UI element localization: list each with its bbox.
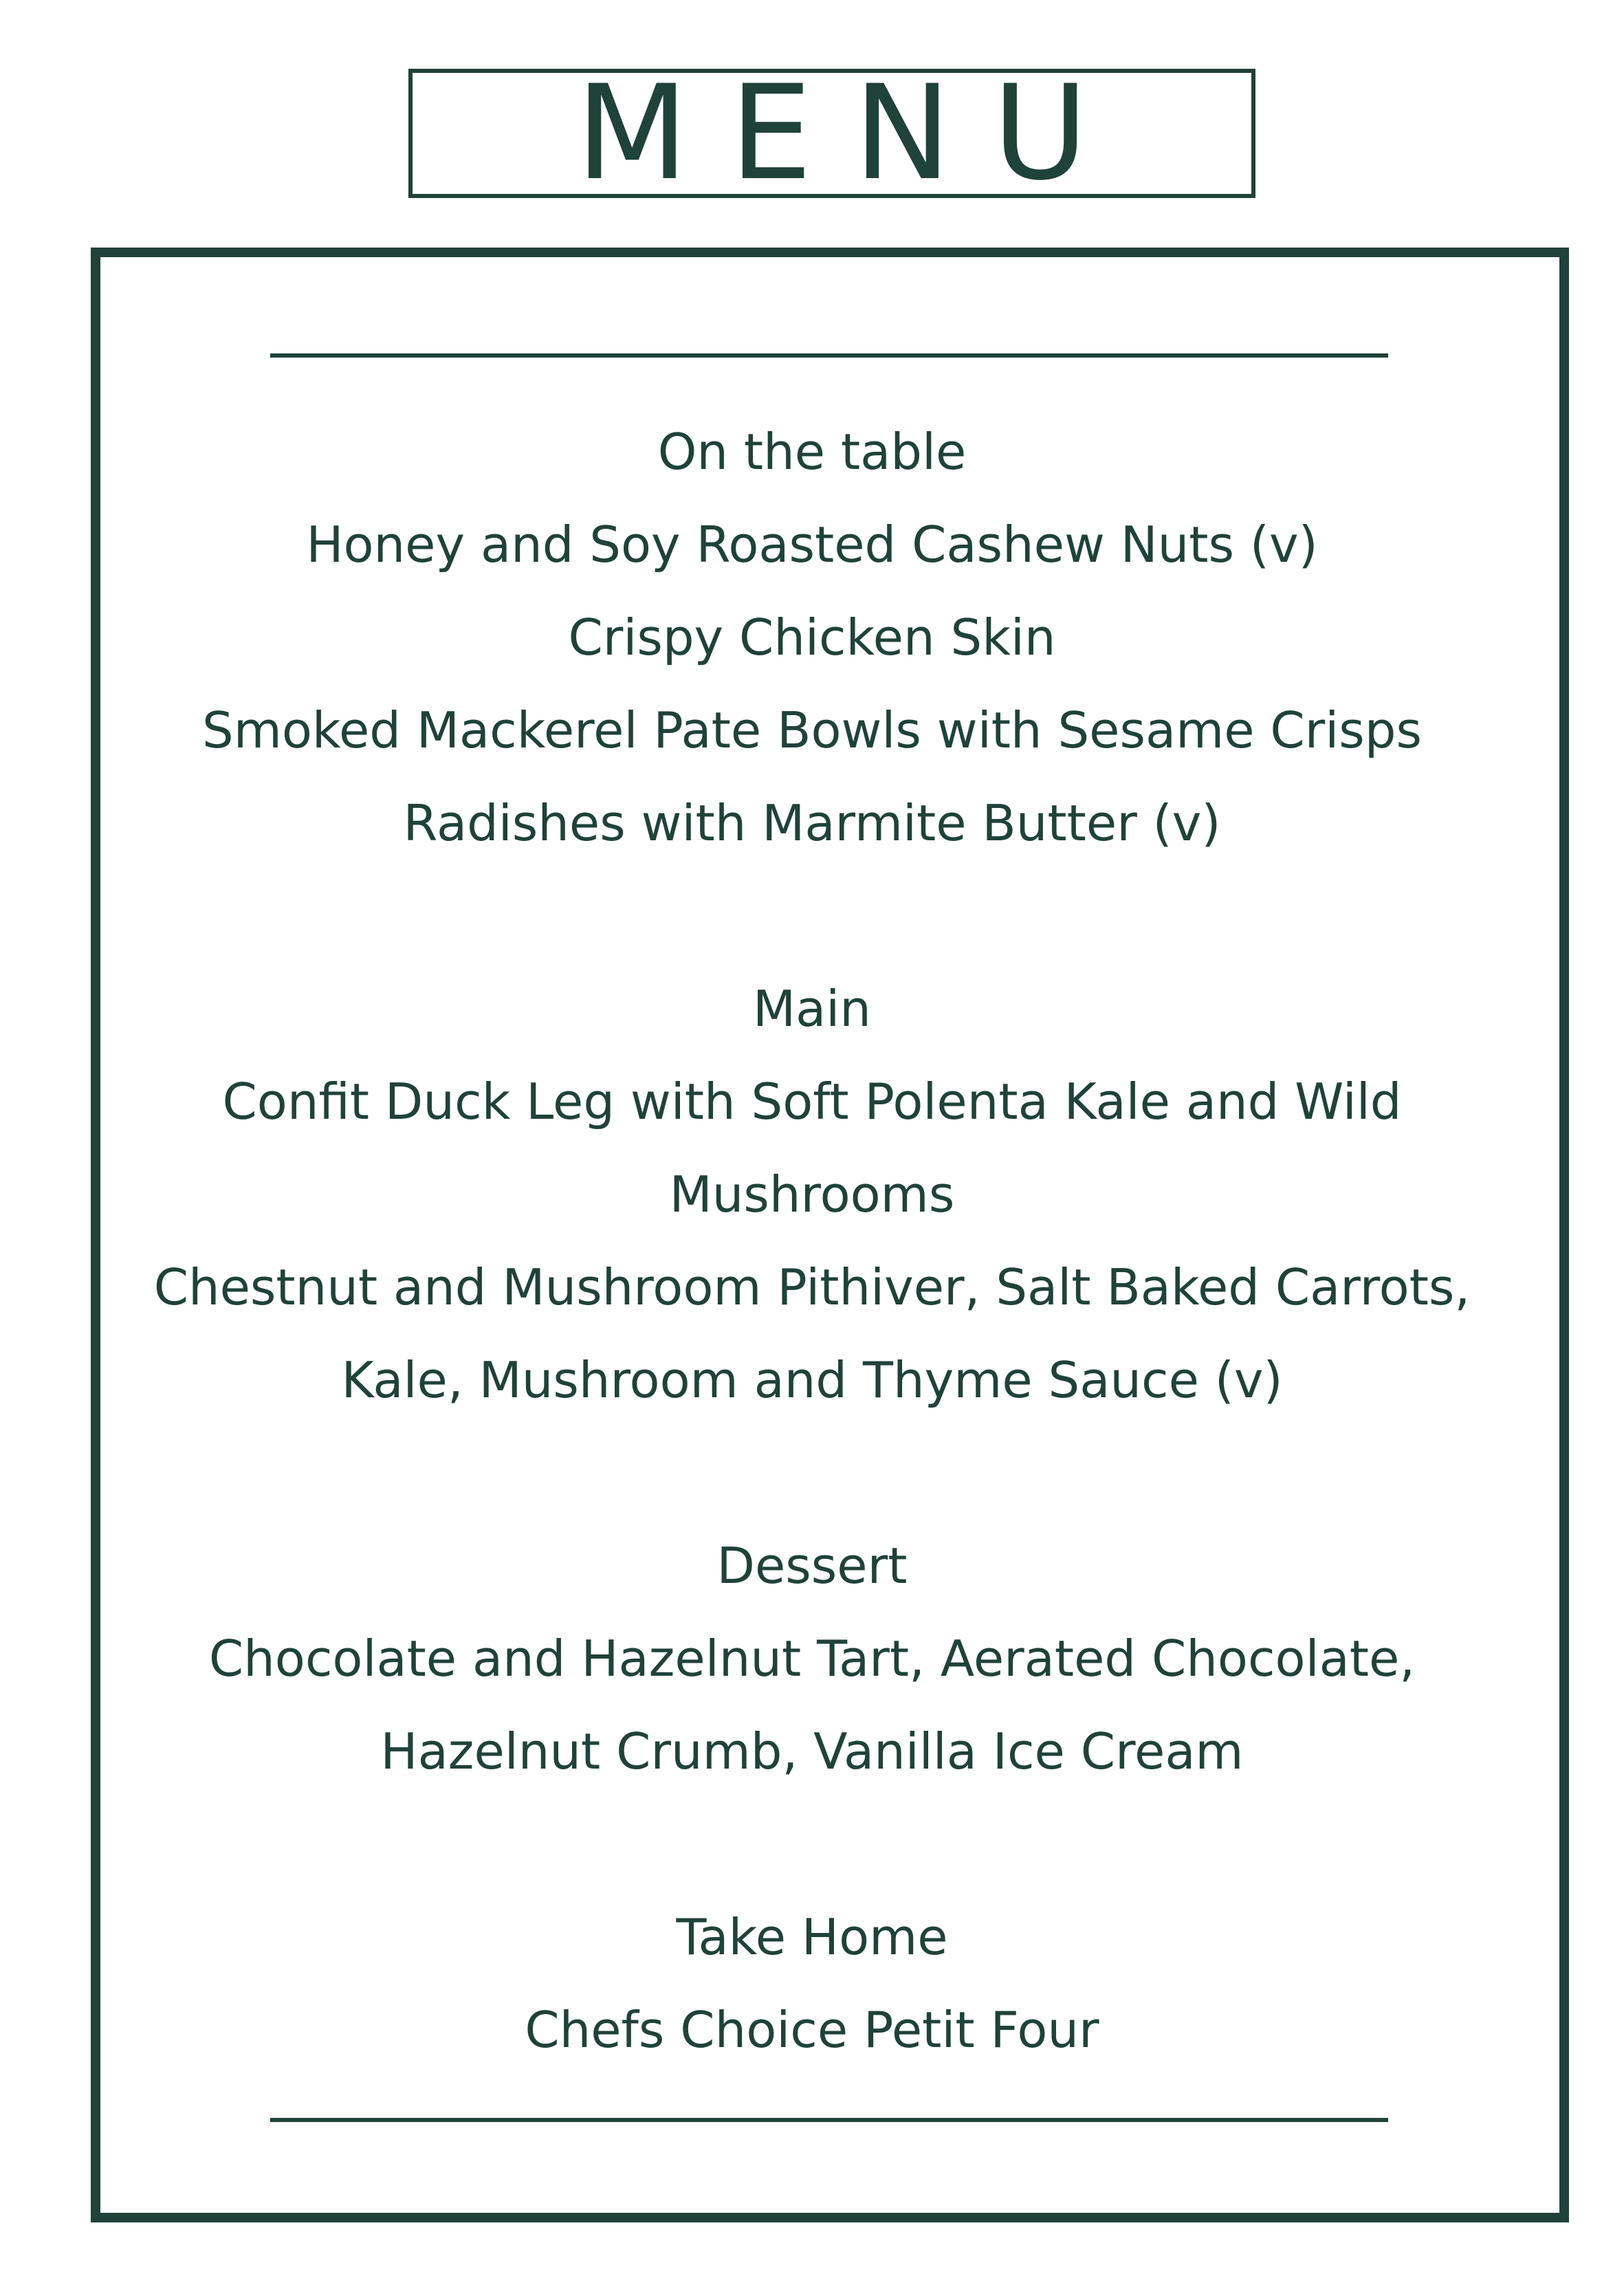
menu-item: Crispy Chicken Skin	[568, 609, 1056, 666]
menu-item: Hazelnut Crumb, Vanilla Ice Cream	[380, 1723, 1244, 1780]
section-heading-take-home: Take Home	[676, 1908, 948, 1966]
menu-item: Radishes with Marmite Butter (v)	[403, 794, 1221, 852]
top-divider	[270, 353, 1388, 358]
menu-title-box	[408, 57, 1255, 209]
menu-item: Chefs Choice Petit Four	[525, 2001, 1099, 2059]
section-heading-dessert: Dessert	[716, 1537, 908, 1595]
menu-item: Confit Duck Leg with Soft Polenta Kale and Wild	[222, 1073, 1402, 1130]
section-gap	[103, 1798, 1521, 1891]
menu-item: Mushrooms	[669, 1166, 955, 1223]
menu-item: Chestnut and Mushroom Pithiver, Salt Baked Carrots,	[153, 1258, 1471, 1316]
section-gap	[103, 870, 1521, 963]
bottom-divider	[270, 2118, 1388, 2122]
section-heading-on-the-table: On the table	[657, 423, 967, 481]
section-gap	[103, 1427, 1521, 1520]
menu-item: Kale, Mushroom and Thyme Sauce (v)	[341, 1351, 1283, 1409]
menu-item: Honey and Soy Roasted Cashew Nuts (v)	[306, 516, 1318, 573]
menu-item: Smoked Mackerel Pate Bowls with Sesame Crisps	[201, 701, 1423, 759]
menu-content	[103, 406, 1521, 2077]
menu-title: MENU	[575, 57, 1130, 209]
section-heading-main: Main	[753, 980, 871, 1038]
menu-item: Chocolate and Hazelnut Tart, Aerated Chocolate,	[208, 1630, 1416, 1687]
